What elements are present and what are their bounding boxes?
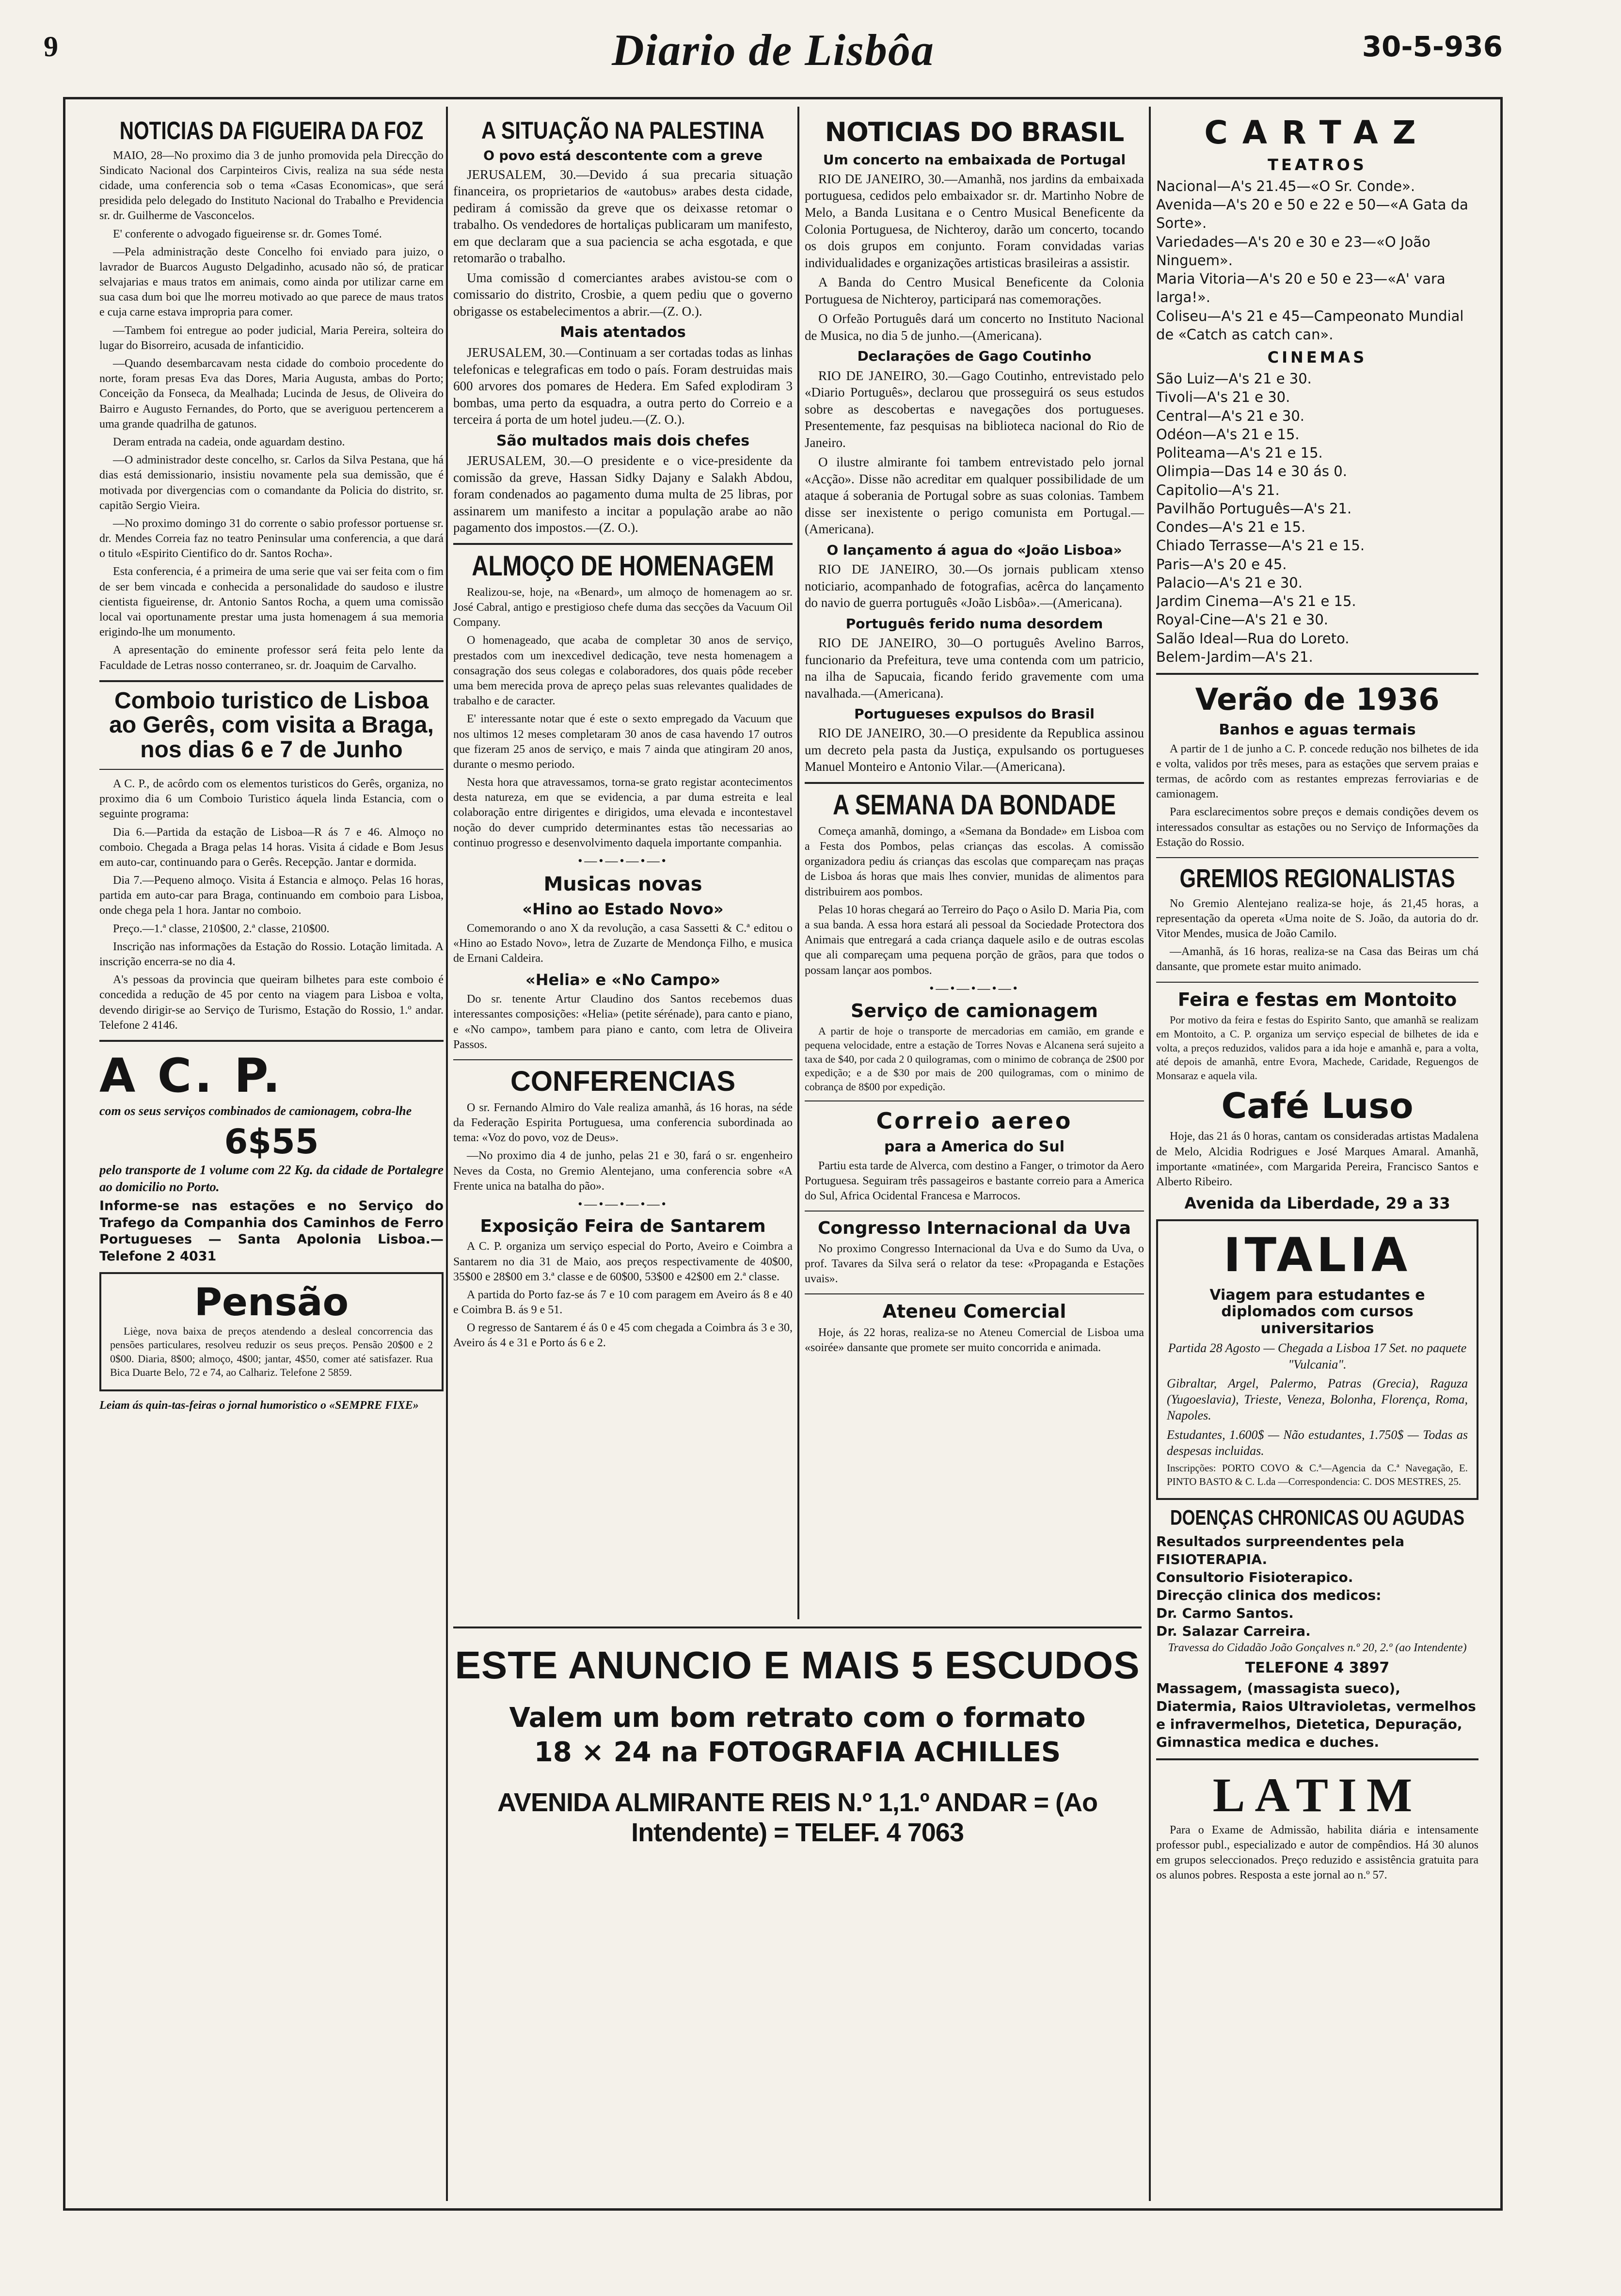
listing-item: Belem-Jardim—A's 21. bbox=[1156, 648, 1313, 665]
page-number: 9 bbox=[44, 31, 58, 63]
article-text: RIO DE JANEIRO, 30.—Gago Coutinho, entrevistado pelo «Diario Português», declarou que prosseguirá os seus estudos sobre as descobertas e navegações dos portugueses. Presentemente, faz pesquisas na biblioteca nacional do Rio de Janeiro. bbox=[805, 368, 1144, 450]
article-text: A C. P. organiza um serviço especial do Porto, Aveiro e Coimbra a Santarem no dia 31 de Maio, aos preços respectivamente de 40$00, 35$00 e 28$00 em 3.ª classe e de 60$00, 53$00 e 42$00 em 2.ª classe. bbox=[453, 1240, 793, 1283]
article-text: JERUSALEM, 30.—O presidente e o vice-presidente da comissão da greve, Hassan Sidky Dajany e Salakh Abdou, foram condenados ao pagamento duma multa de 25 libras, por assinarem um manifesto a incitar a população arabe ao não pagamento dos impostos.—(Z. O.). bbox=[453, 453, 793, 535]
listing-item: Coliseu—A's 21 e 45—Campeonato Mundial de «Catch as catch can». bbox=[1156, 307, 1464, 343]
headline-ateneu: Ateneu Comercial bbox=[882, 1301, 1066, 1323]
doencas-line: Massagem, (massagista sueco), Diatermia, Raios Ultravioletas, vermelhos e infravermelhos, Dietetica, Depuração, Gimnastica medica e duches. bbox=[1156, 1680, 1476, 1750]
listing-item: Salão Ideal—Rua do Loreto. bbox=[1156, 630, 1350, 647]
article-text: —Pela administração deste Concelho foi enviado para juizo, o lavrador de Buarcos Augusto Delgadinho, acusado não só, de praticar selvajarias e maus tratos em animais, como ainda por utilizar carne em sua casa dum boi que lhe morreu motivado ao que parece de maus tratos e cuja carne estava impropria para comer. bbox=[99, 245, 444, 319]
article-text: Hoje, ás 22 horas, realiza-se no Ateneu Comercial de Lisboa uma «soirée» dansante que promete ser muito concorrida e animada. bbox=[805, 1326, 1144, 1355]
subheading: Banhos e aguas termais bbox=[1219, 721, 1416, 739]
issue-date: 30-5-936 bbox=[1362, 30, 1503, 63]
listing-item: Condes—A's 21 e 15. bbox=[1156, 519, 1306, 536]
subheading: «Hino ao Estado Novo» bbox=[522, 900, 724, 919]
pensao-ad-text: Liège, nova baixa de preços atendendo a desleal concorrencia das pensões particulares, resolveu reduzir os seus preços. Pensão 20$00 e 2 0$00. Diaria, 8$00; almoço, 4$00; jantar, 4$50, comer até satisfazer. Rua Bica Duarte Belo, 72 e 74, ao Calhariz. Telefone 2 5859. bbox=[110, 1324, 433, 1379]
article-text: O homenageado, que acaba de completar 30 anos de serviço, prestados com um inexcedivel dedicação, teve nesta homenagem a consagração dos seus colegas e colaboradores, dos quais pôde receber uma bem merecida prova de apreço pelas suas relevantes qualidades de trabalho e de caracter. bbox=[453, 634, 793, 708]
article-text: —No proximo dia 4 de junho, pelas 21 e 30, fará o sr. engenheiro Neves da Costa, no Gremio Alentejano, uma conferencia sobre «A Frente unica na batalha do pão». bbox=[453, 1149, 793, 1193]
subheading: Declarações de Gago Coutinho bbox=[857, 348, 1092, 365]
article-text: A Banda do Centro Musical Beneficente da Colonia Portuguesa de Nichteroy, participará nas comemorações. bbox=[805, 275, 1144, 306]
article-text: No Gremio Alentejano realiza-se hoje, ás 21,45 horas, a representação da opereta «Uma noite de S. João, da autoria do dr. Vitor Mendes, musica de João Camilo. bbox=[1156, 897, 1478, 941]
cafe-luso-heading: Café Luso bbox=[1221, 1085, 1414, 1127]
doencas-line: Consultorio Fisioterapico. bbox=[1156, 1569, 1353, 1585]
article-text: Do sr. tenente Artur Claudino dos Santos recebemos duas interessantes composições: «Helia» (petite sérénade), para canto e piano, e «No campo», tambem para piano e canto, com letra de Oliveira Passos. bbox=[453, 993, 793, 1051]
feira-heading: Feira e festas em Montoito bbox=[1177, 989, 1457, 1010]
article-text: —O administrador deste concelho, sr. Carlos da Silva Pestana, que há dias está demissionario, insistiu novamente pela sua demissão, que é motivada por divergencias com o comandante da Policia do distrito, sr. capitão Sergio Vieira. bbox=[99, 454, 444, 512]
headline-camionagem: Serviço de camionagem bbox=[851, 1000, 1098, 1021]
divider bbox=[453, 1059, 793, 1060]
article-text: Esta conferencia, é a primeira de uma serie que vai ser feita com o fim de ser bem vincada e conhecida a personalidade do saudoso e ilustre cientista figueirense, dr. Antonio Santos Rocha, a quem uma comissão local vai oportunamente prestar uma justa homenagem á sua memoria erigindo-lhe um monumento. bbox=[99, 565, 444, 639]
pensao-ad bbox=[99, 1272, 444, 1391]
divider bbox=[1156, 857, 1478, 858]
cinemas-heading: CINEMAS bbox=[1267, 348, 1367, 367]
latim-heading: LATIM bbox=[1212, 1768, 1422, 1822]
article-text: —Quando desembarcavam nesta cidade do comboio procedente do norte, foram presas Eva das Dores, Maria Augusta, ambas do Porto; Conceição da Fonseca, da Mealhada; Lucinda de Jesus, de Oliveira do Bairro e Augusto Fernandes, do Porto, que se averiguou pertencerem a uma grande quadrilha de gatunos. bbox=[99, 357, 444, 430]
headline-brasil: NOTICIAS DO BRASIL bbox=[825, 117, 1124, 147]
gremios-heading: GREMIOS REGIONALISTAS bbox=[1179, 864, 1455, 893]
headline-conferencias: CONFERENCIAS bbox=[510, 1065, 736, 1097]
achilles-photo-ad bbox=[453, 1626, 1142, 2152]
subheading: «Helia» e «No Campo» bbox=[525, 971, 720, 989]
cartaz-heading: CARTAZ bbox=[1204, 114, 1430, 151]
article-text: Realizou-se, hoje, na «Benard», um almoço de homenagem ao sr. José Cabral, antigo e prestigioso chefe duma das secções da Vacuum Oil Company. bbox=[453, 586, 793, 629]
divider bbox=[1156, 1758, 1478, 1760]
italia-text: Gibraltar, Argel, Palermo, Patras (Grecia), Raguza (Yugoeslavia), Trieste, Veneza, Bolonha, Florença, Roma, Napoles. bbox=[1167, 1376, 1468, 1423]
headline-figueira: NOTICIAS DA FIGUEIRA DA FOZ bbox=[119, 117, 424, 145]
listing-item: Pavilhão Português—A's 21. bbox=[1156, 500, 1352, 517]
divider bbox=[805, 1100, 1144, 1101]
article-text: Dia 7.—Pequeno almoço. Visita á Estancia e almoço. Pelas 16 horas, partida em auto-car para Braga, continuando em comboio para Lisboa, onde chega pela 1 hora. Jantar no comboio. bbox=[99, 874, 444, 917]
article-text: —Amanhã, ás 16 horas, realiza-se na Casa das Beiras um chá dansante, que promete estar muito animado. bbox=[1156, 945, 1478, 973]
verao-heading: Verão de 1936 bbox=[1195, 682, 1440, 718]
article-text: O ilustre almirante foi tambem entrevistado pelo jornal «Acção». Disse não acreditar em qualquer possibilidade de um ataque á soberania de Portugal sobre as suas colonias. Tambem disse ser inexistente o perigo comunista em Portugal.—(Americana). bbox=[805, 455, 1144, 537]
subheading: Mais atentados bbox=[560, 324, 686, 341]
listing-item: Nacional—A's 21.45—«O Sr. Conde». bbox=[1156, 177, 1415, 194]
listing-item: Capitolio—A's 21. bbox=[1156, 481, 1280, 498]
article-text: Dia 6.—Partida da estação de Lisboa—R ás 7 e 46. Almoço no comboio. Chegada a Braga pelas 14 horas. Visita á cidade e Bom Jesus em auto-car, continuando para o Gerês. Recepção. Jantar e dormida. bbox=[99, 826, 444, 869]
article-text: Inscrição nas informações da Estação do Rossio. Lotação limitada. A inscrição encerra-se no dia 4. bbox=[99, 940, 444, 969]
article-text: Para esclarecimentos sobre preços e demais condições devem os interessados consultar as estações ou no Serviço de Informações da Estação do Rossio. bbox=[1156, 806, 1478, 849]
doencas-line: Resultados surpreendentes pela FISIOTERAPIA. bbox=[1156, 1533, 1405, 1567]
listing-item: Royal-Cine—A's 21 e 30. bbox=[1156, 611, 1329, 628]
subheading: Um concerto na embaixada de Portugal bbox=[823, 151, 1126, 168]
divider bbox=[805, 1293, 1144, 1294]
listing-item: Avenida—A's 20 e 50 e 22 e 50—«A Gata da Sorte». bbox=[1156, 196, 1468, 232]
italia-text: Estudantes, 1.600$ — Não estudantes, 1.750$ — Todas as despesas incluidas. bbox=[1167, 1427, 1468, 1458]
article-text: A's pessoas da provincia que queiram bilhetes para este comboio é concedida a redução de 45 por cento na viagem para Lisboa e volta, devendo dirigir-se ao Serviço de Turismo, Estação do Rossio, 1.º andar. Telefone 2 4146. bbox=[99, 973, 444, 1032]
italia-ad bbox=[1156, 1219, 1478, 1500]
footer-note: Leiam ás quin-tas-feiras o jornal humoristico o «SEMPRE FIXE» bbox=[99, 1399, 419, 1412]
listing-item: Politeama—A's 21 e 15. bbox=[1156, 445, 1323, 462]
article-text: MAIO, 28—No proximo dia 3 de junho promovida pela Direcção do Sindicato Nacional dos Carpinteiros Civis, realiza na sua séde nesta cidade, uma conferencia sob o tema «Casas Economicas», que será presidida pelo delegado do Instituto Nacional do Trabalho e Previdencia sr. dr. Guilherme de Vasconcelos. bbox=[99, 149, 444, 223]
divider bbox=[99, 680, 444, 682]
subheading: Portugueses expulsos do Brasil bbox=[854, 706, 1095, 722]
teatros-heading: TEATROS bbox=[1268, 156, 1367, 174]
doencas-address: Travessa do Cidadão João Gonçalves n.º 20, 2.º (ao Intendente) bbox=[1168, 1641, 1467, 1654]
divider bbox=[453, 543, 793, 545]
italia-sub: Viagem para estudantes e diplomados com cursos universitarios bbox=[1209, 1286, 1425, 1337]
banner-line: Valem um bom retrato com o formato bbox=[509, 1702, 1086, 1734]
divider bbox=[99, 769, 444, 770]
headline-correio: Correio aereo bbox=[876, 1108, 1073, 1134]
italia-text: Inscripções: PORTO COVO & C.ª—Agencia da C.ª Navegação, E. PINTO BASTO & C. L.da —Correspondencia: C. DOS MESTRES, 25. bbox=[1167, 1462, 1468, 1487]
banner-line: 18 × 24 na FOTOGRAFIA ACHILLES bbox=[534, 1737, 1061, 1768]
column-divider bbox=[1149, 107, 1151, 2201]
article-text: RIO DE JANEIRO, 30.—Amanhã, nos jardins da embaixada portuguesa, cedidos pelo embaixador sr. dr. Martinho Nobre de Melo, a Banda Lusitana e o Centro Musical Beneficente da Colonia Portuguesa, de Nichteroy, darão um concerto, tocando os dois grupos em conjunto. Foram convidadas varias individualidades e organizações artisticas brasileiras a assistir. bbox=[805, 171, 1144, 270]
article-text: No proximo Congresso Internacional da Uva e do Sumo da Uva, o prof. Tavares da Silva será o relator da tese: «Propaganda e Estações uvais». bbox=[805, 1242, 1144, 1286]
subheading: Português ferido numa desordem bbox=[845, 615, 1103, 632]
article-text: A partir de hoje o transporte de mercadorias em camião, em grande e pequena velocidade, entre a estação de Torres Novas e Alcanena será sujeito a taxa de $40, por cada 2 0 quilogramas, com o minimo de cobrança de 2$00 por expedição; e a de $30 por mais de 200 quilogramas, com o minimo de cobrança de 8$00 por expedição. bbox=[805, 1025, 1144, 1093]
cafe-luso-address: Avenida da Liberdade, 29 a 33 bbox=[1184, 1194, 1450, 1213]
divider bbox=[1156, 673, 1478, 675]
acp-ad-desc: pelo transporte de 1 volume com 22 Kg. da cidade de Portalegre ao domicilio no Porto. bbox=[99, 1163, 444, 1194]
article-text: RIO DE JANEIRO, 30.—Os jornais publicam xtenso noticiario, acompanhado de fotografias, acêrca do lançamento do navio de guerra português «João Lisbôa».—(Americana). bbox=[805, 562, 1144, 610]
doencas-phone: TELEFONE 4 3897 bbox=[1245, 1659, 1390, 1677]
column-3 bbox=[805, 114, 1144, 1607]
article-text: Pelas 10 horas chegará ao Terreiro do Paço o Asilo D. Maria Pia, com a sua banda. A essa hora estará ali pessoal da Sociedade Protectora dos Animais que entregará a cada criança daquele asilo e de outras escolas que ali compareçam uma pequena porção de grãos, para que todos o possam lançar aos pombos. bbox=[805, 903, 1144, 977]
banner-address: AVENIDA ALMIRANTE REIS N.º 1,1.º ANDAR = (Ao Intendente) = TELEF. 4 7063 bbox=[497, 1788, 1098, 1847]
listing-item: Jardim Cinema—A's 21 e 15. bbox=[1156, 593, 1356, 610]
doencas-line: Dr. Carmo Santos. bbox=[1156, 1605, 1294, 1621]
article-text: O regresso de Santarem é ás 0 e 45 com chegada a Coimbra ás 3 e 30, Aveiro ás 4 e 31 e Porto ás 6 e 2. bbox=[453, 1322, 793, 1350]
headline-palestina: A SITUAÇÃO NA PALESTINA bbox=[481, 117, 764, 144]
listing-item: Variedades—A's 20 e 30 e 23—«O João Ninguem». bbox=[1156, 233, 1430, 269]
headline-bondade: A SEMANA DA BONDADE bbox=[833, 789, 1116, 821]
italia-text: Partida 28 Agosto — Chegada a Lisboa 17 Set. no paquete "Vulcania". bbox=[1168, 1341, 1467, 1371]
newspaper-title: Diario de Lisbôa bbox=[612, 25, 935, 75]
article-text: Nesta hora que atravessamos, torna-se grato registar acontecimentos desta natureza, em que se evidencia, a par duma estreita e leal colaboração entre dirigentes e dirigidos, uma elevada e incontestavel noção do dever cumprido determinantes estas tão necessarias ao continuo progresso e desenvolvimento daquela importante companhia. bbox=[453, 776, 793, 849]
divider bbox=[805, 782, 1144, 784]
column-4 bbox=[1156, 114, 1478, 2150]
headline-comboio: Comboio turistico de Lisboa ao Gerês, com visita a Braga, nos dias 6 e 7 de Junho bbox=[109, 687, 434, 763]
column-2 bbox=[453, 114, 793, 1607]
doencas-heading: DOENÇAS CHRONICAS OU AGUDAS bbox=[1170, 1505, 1464, 1530]
listing-item: Palacio—A's 21 e 30. bbox=[1156, 574, 1303, 591]
ornament-divider: •—•—•—•—• bbox=[578, 854, 668, 868]
column-1 bbox=[99, 114, 444, 2116]
article-text: Partiu esta tarde de Alverca, com destino a Fanger, o trimotor da Aero Portuguesa. Seguiram três passageiros e bastante correio para a America do Sul, Africa Ocidental Francesa e Marrocos. bbox=[805, 1159, 1144, 1203]
listing-item: Central—A's 21 e 30. bbox=[1156, 407, 1305, 424]
article-text: JERUSALEM, 30.—Devido á sua precaria situação financeira, os proprietarios de «autobus» arabes desta cidade, pediram á comissão da greve que os deixasse retomar o trabalho. Os vendedores de hortaliças publicaram um manifesto, em que declaram que a sua paciencia se acha esgotada, e que retomarão o trabalho. bbox=[453, 167, 793, 266]
divider bbox=[805, 1211, 1144, 1212]
article-text: Para o Exame de Admissão, habilita diária e intensamente professor publ., especializado e autor de compêndios. Há 30 alunos em grupos seleccionados. Preço reduzido e assistência gratuita para os alunos pobres. Resposta a este jornal ao n.º 57. bbox=[1156, 1823, 1478, 1882]
acp-ad-info: Informe-se nas estações e no Serviço do Trafego da Companhia dos Caminhos de Ferro Portugueses — Santa Apolonia Lisboa.—Telefone 2 4031 bbox=[99, 1198, 444, 1264]
pensao-ad-title: Pensão bbox=[194, 1280, 349, 1324]
article-text: A C. P., de acôrdo com os elementos turisticos do Gerês, organiza, no proximo dia 6 um Comboio Turistico áquela linda Estancia, com o seguinte programa: bbox=[99, 777, 444, 821]
headline-congresso: Congresso Internacional da Uva bbox=[818, 1218, 1131, 1239]
column-divider bbox=[797, 107, 799, 1619]
article-text: E' conferente o advogado figueirense sr. dr. Gomes Tomé. bbox=[113, 227, 382, 240]
listing-item: Odéon—A's 21 e 15. bbox=[1156, 426, 1300, 443]
article-text: Deram entrada na cadeia, onde aguardam destino. bbox=[113, 435, 345, 448]
listing-item: Maria Vitoria—A's 20 e 50 e 23—«A' vara larga!». bbox=[1156, 271, 1446, 306]
article-text: A apresentação do eminente professor será feita pelo lente da Faculdade de Letras nosso conterraneo, sr. dr. Joaquim de Carvalho. bbox=[99, 644, 444, 672]
article-text: Preço.—1.ª classe, 210$00, 2.ª classe, 210$00. bbox=[113, 922, 330, 935]
article-text: E' interessante notar que é este o sexto empregado da Vacuum que nos ultimos 12 meses completaram 30 anos de casa havendo 17 outros que fizeram 25 anos de serviço, e mais 7 ainda que atingiram 20 anos, durante o mesmo periodo. bbox=[453, 713, 793, 771]
divider bbox=[1156, 982, 1478, 983]
italia-heading: ITALIA bbox=[1223, 1228, 1412, 1282]
headline-almoco: ALMOÇO DE HOMENAGEM bbox=[472, 550, 774, 582]
column-divider bbox=[446, 107, 448, 2201]
headline-musicas: Musicas novas bbox=[543, 873, 702, 896]
article-text: —No proximo domingo 31 do corrente o sabio professor portuense sr. dr. Mendes Correia faz no teatro Peninsular uma conferencia, a que dará o titulo «Espirito Cientifico do dr. Santos Rocha». bbox=[99, 517, 444, 560]
doencas-line: Direcção clinica dos medicos: bbox=[1156, 1587, 1382, 1603]
listing-item: Tivoli—A's 21 e 30. bbox=[1156, 389, 1290, 406]
subheading: O povo está descontente com a greve bbox=[483, 148, 763, 163]
ornament-divider: •—•—•—•—• bbox=[578, 1196, 668, 1211]
acp-ad-title: A C. P. bbox=[99, 1048, 284, 1103]
article-text: JERUSALEM, 30.—Continuam a ser cortadas todas as linhas telefonicas e telegraficas em todo o país. Foram destruidas mais 600 arvores dos pomares de Hedera. Em Safed explodiram 3 bombas, uma perto da esquadra, a outra perto do Correio e a terceira á porta de um hotel judeu.—(Z. O.). bbox=[453, 345, 793, 427]
article-text: O sr. Fernando Almiro do Vale realiza amanhã, ás 16 horas, na séde da Federação Espirita Portuguesa, uma conferencia subordinada ao tema: «Voz do povo, voz de Deus». bbox=[453, 1101, 793, 1145]
acp-ad-sub: com os seus serviços combinados de camionagem, cobra-lhe bbox=[99, 1103, 412, 1118]
article-text: Hoje, das 21 ás 0 horas, cantam os consideradas artistas Madalena de Melo, Alcidia Rodrigues e José Marques Amaral. Amanhã, importante «matinée», com Margarida Pereira, Francisco Santos e Alberto Ribeiro. bbox=[1156, 1130, 1478, 1188]
doencas-line: Dr. Salazar Carreira. bbox=[1156, 1623, 1311, 1639]
article-text: Começa amanhã, domingo, a «Semana da Bondade» em Lisboa com a Festa dos Pombos, pelas crianças das escolas. A comissão organizadora pediu ás crianças das escolas que compareçam nas praças de Lisboa ás horas que mais lhes convier, munidas de alimentos para distribuirem aos pombos. bbox=[805, 825, 1144, 898]
divider bbox=[99, 1040, 444, 1042]
masthead bbox=[44, 24, 1503, 78]
article-text: A partir de 1 de junho a C. P. concede redução nos bilhetes de ida e volta, validos por três meses, para as estações que servem praias e termas, de acôrdo com as restantes emprezas ferroviarias e de camionagem. bbox=[1156, 742, 1478, 801]
listing-item: Chiado Terrasse—A's 21 e 15. bbox=[1156, 537, 1365, 554]
article-text: Comemorando o ano X da revolução, a casa Sassetti & C.ª editou o «Hino ao Estado Novo», letra de Zuzarte de Mendonça Filho, e musica de Ernani Caldeira. bbox=[453, 922, 793, 965]
article-text: A partida do Porto faz-se ás 7 e 10 com paragem em Aveiro ás 8 e 40 e Coimbra B. ás 9 e 51. bbox=[453, 1288, 793, 1317]
subheading: São multados mais dois chefes bbox=[496, 432, 750, 449]
ornament-divider: •—•—•—•—• bbox=[929, 981, 1019, 995]
article-text: RIO DE JANEIRO, 30—O português Avelino Barros, funcionario da Prefeitura, teve uma contenda com um patricio, na ilha de Sapucaia, ficando ferido gravemente com uma navalhada.—(Americana). bbox=[805, 636, 1144, 701]
article-text: RIO DE JANEIRO, 30.—O presidente da Republica assinou um decreto pela pasta da Justiça, expulsando os portugueses Manuel Monteiro e Antonio Vilar.—(Americana). bbox=[805, 726, 1144, 774]
listing-item: Olimpia—Das 14 e 30 ás 0. bbox=[1156, 463, 1347, 480]
article-text: Uma comissão d comerciantes arabes avistou-se com o comissario do distrito, Crosbie, a quem pediu que o governo obrigasse os estabelecimentos a abrir.—(Z. O.). bbox=[453, 270, 793, 319]
article-text: —Tambem foi entregue ao poder judicial, Maria Pereira, solteira do lugar do Bisorreiro, acusada de infanticidio. bbox=[99, 324, 444, 352]
article-text: O Orfeão Português dará um concerto no Instituto Nacional de Musica, no dia 5 de junho.—(Americana). bbox=[805, 311, 1144, 343]
subheading: para a America do Sul bbox=[884, 1138, 1065, 1156]
listing-item: São Luiz—A's 21 e 30. bbox=[1156, 370, 1312, 387]
article-text: Por motivo da feira e festas do Espirito Santo, que amanhã se realizam em Montoito, a C. P. organiza um serviço especial de bilhetes de ida e volta, a preços reduzidos, validos para a ida hoje e amanhã e, para a volta, até depois de amanhã, entre Evora, Machede, Caridade, Reguengos de Monsaraz e aquela vila. bbox=[1156, 1014, 1478, 1082]
subheading: O lançamento á agua do «João Lisboa» bbox=[826, 542, 1122, 558]
acp-ad-price: 6$55 bbox=[224, 1122, 319, 1162]
listing-item: Paris—A's 20 e 45. bbox=[1156, 556, 1287, 573]
banner-headline: ESTE ANUNCIO E MAIS 5 ESCUDOS bbox=[455, 1643, 1140, 1687]
headline-santarem: Exposição Feira de Santarem bbox=[480, 1216, 766, 1236]
